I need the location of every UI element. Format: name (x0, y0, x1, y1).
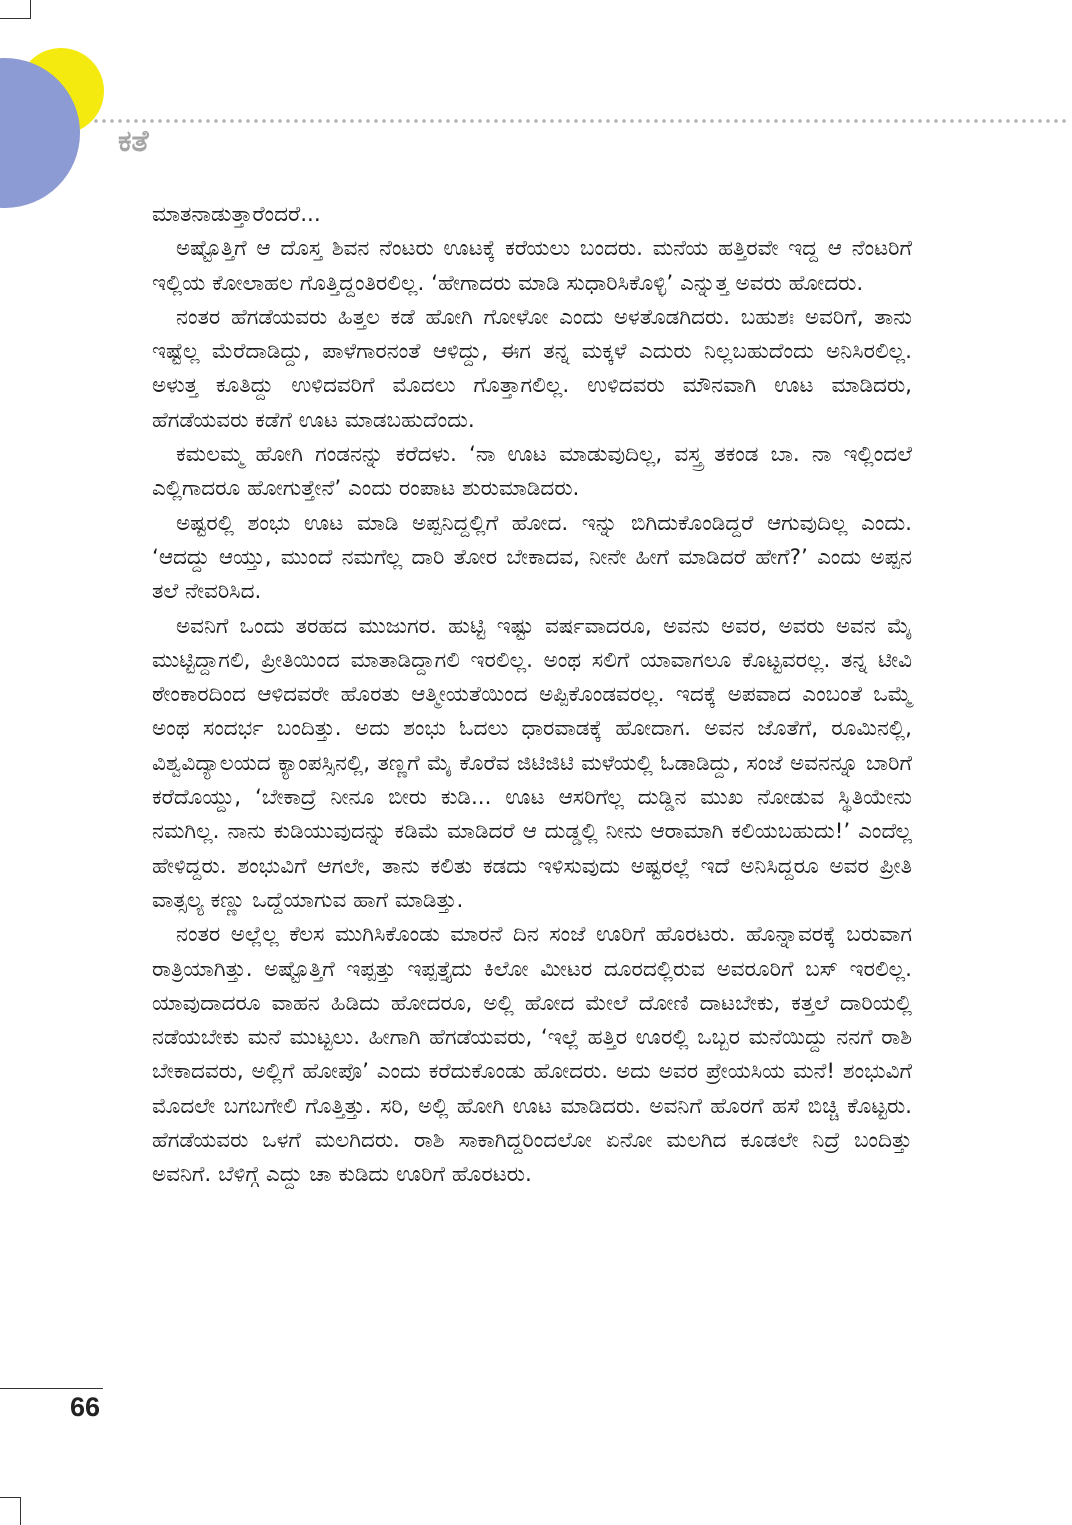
page-number: 66 (70, 1392, 101, 1422)
crop-mark-bottom-left (20, 1497, 21, 1525)
story-paragraph: ನಂತರ ಹೆಗಡೆಯವರು ಹಿತ್ತಲ ಕಡೆ ಹೋಗಿ ಗೋಳೋ ಎಂದು ಅಳತೊಡಗಿದರು. ಬಹುಶಃ ಅವರಿಗೆ, ತಾನು ಇಷ್ಟೆಲ್ಲ ಮೆರೆದಾಡಿದ್ದು, ಪಾಳೆಗಾರನಂತೆ ಆಳಿದ್ದು, ಈಗ ತನ್ನ ಮಕ್ಕಳೆ ಎದುರು ನಿಲ್ಲಬಹುದೆಂದು ಅನಿಸಿರಲಿಲ್ಲ. ಅಳುತ್ತ ಕೂತಿದ್ದು ಉಳಿದವರಿಗೆ ಮೊದಲು ಗೊತ್ತಾಗಲಿಲ್ಲ. ಉಳಿದವರು ಮೌನವಾಗಿ ಊಟ ಮಾಡಿದರು, ಹೆಗಡೆಯವರು ಕಡೆಗೆ ಊಟ ಮಾಡಬಹುದೆಂದು. (152, 304, 912, 433)
section-title: ಕತೆ (118, 124, 149, 159)
story-paragraph: ಕಮಲಮ್ಮ ಹೋಗಿ ಗಂಡನನ್ನು ಕರೆದಳು. ‘ನಾ ಊಟ ಮಾಡುವುದಿಲ್ಲ, ವಸ್ತ್ರ ತಕಂಡ ಬಾ. ನಾ ಇಲ್ಲಿಂದಲೆ ಎಲ್ಲಿಗಾದರೂ ಹೋಗುತ್ತೇನೆ’ ಎಂದು ರಂಪಾಟ ಶುರುಮಾಡಿದರು. (152, 442, 912, 502)
story-paragraph: ನಂತರ ಅಲ್ಲೆಲ್ಲ ಕೆಲಸ ಮುಗಿಸಿಕೊಂಡು ಮಾರನೆ ದಿನ ಸಂಜೆ ಊರಿಗೆ ಹೊರಟರು. ಹೊನ್ನಾವರಕ್ಕೆ ಬರುವಾಗ ರಾತ್ರಿಯಾಗಿತ್ತು. ಅಷ್ಟೊತ್ತಿಗೆ ಇಪ್ಪತ್ತು ಇಪ್ಪತ್ತೈದು ಕಿಲೋ ಮೀಟರ ದೂರದಲ್ಲಿರುವ ಅವರೂರಿಗೆ ಬಸ್ ಇರಲಿಲ್ಲ. ಯಾವುದಾದರೂ ವಾಹನ ಹಿಡಿದು ಹೋದರೂ, ಅಲ್ಲಿ ಹೋದ ಮೇಲೆ ದೋಣಿ ದಾಟಬೇಕು, ಕತ್ತಲೆ ದಾರಿಯಲ್ಲಿ ನಡೆಯಬೇಕು ಮನೆ ಮುಟ್ಟಲು. ಹೀಗಾಗಿ ಹೆಗಡೆಯವರು, ‘ಇಲ್ಲೆ ಹತ್ತಿರ ಊರಲ್ಲಿ ಒಬ್ಬರ ಮನೆಯಿದ್ದು ನನಗೆ ರಾಶಿ ಬೇಕಾದವರು, ಅಲ್ಲಿಗೆ ಹೋಪೊ’ ಎಂದು ಕರೆದುಕೊಂಡು ಹೋದರು. ಅದು ಅವರ ಪ್ರೇಯಸಿಯ ಮನೆ! ಶಂಭುವಿಗೆ ಮೊದಲೇ ಬಗಬಗೇಲಿ ಗೊತ್ತಿತ್ತು. ಸರಿ, ಅಲ್ಲಿ ಹೋಗಿ ಊಟ ಮಾಡಿದರು. ಅವನಿಗೆ ಹೊರಗೆ ಹಸೆ ಬಿಚ್ಚಿ ಕೊಟ್ಟರು. ಹೆಗಡೆಯವರು ಒಳಗೆ ಮಲಗಿದರು. ರಾಶಿ ಸಾಕಾಗಿದ್ದರಿಂದಲೋ ಏನೋ ಮಲಗಿದ ಕೂಡಲೇ ನಿದ್ರೆ ಬಂದಿತ್ತು ಅವನಿಗೆ. ಬೆಳಿಗ್ಗೆ ಎದ್ದು ಚಾ ಕುಡಿದು ಊರಿಗೆ ಹೊರಟರು. (152, 922, 912, 1188)
story-paragraph: ಅಷ್ಟೊತ್ತಿಗೆ ಆ ದೊಸ್ತ ಶಿವನ ನೆಂಟರು ಊಟಕ್ಕೆ ಕರೆಯಲು ಬಂದರು. ಮನೆಯ ಹತ್ತಿರವೇ ಇದ್ದ ಆ ನೆಂಟರಿಗೆ ಇಲ್ಲಿಯ ಕೋಲಾಹಲ ಗೊತ್ತಿದ್ದಂತಿರಲಿಲ್ಲ. ‘ಹೇಗಾದರು ಮಾಡಿ ಸುಧಾರಿಸಿಕೊಳ್ಳಿ’ ಎನ್ನುತ್ತ ಅವರು ಹೋದರು. (152, 236, 912, 296)
crop-mark-bottom-left-h (0, 1497, 21, 1498)
crop-mark-top-left (30, 0, 31, 18)
story-paragraph: ಅವನಿಗೆ ಒಂದು ತರಹದ ಮುಜುಗರ. ಹುಟ್ಟಿ ಇಷ್ಟು ವರ್ಷವಾದರೂ, ಅವನು ಅವರ, ಅವರು ಅವನ ಮೈ ಮುಟ್ಟಿದ್ದಾಗಲಿ, ಪ್ರೀತಿಯಿಂದ ಮಾತಾಡಿದ್ದಾಗಲಿ ಇರಲಿಲ್ಲ. ಅಂಥ ಸಲಿಗೆ ಯಾವಾಗಲೂ ಕೊಟ್ಟವರಲ್ಲ. ತನ್ನ ಟೀವಿ ಠೇಂಕಾರದಿಂದ ಆಳಿದವರೇ ಹೊರತು ಆತ್ಮೀಯತೆಯಿಂದ ಅಪ್ಪಿಕೊಂಡವರಲ್ಲ. ಇದಕ್ಕೆ ಅಪವಾದ ಎಂಬಂತೆ ಒಮ್ಮೆ ಅಂಥ ಸಂದರ್ಭ ಬಂದಿತ್ತು. ಅದು ಶಂಭು ಓದಲು ಧಾರವಾಡಕ್ಕೆ ಹೋದಾಗ. ಅವನ ಜೊತೆಗೆ, ರೂಮಿನಲ್ಲಿ, ವಿಶ್ವವಿದ್ಯಾಲಯದ ಕ್ಯಾಂಪಸ್ಸಿನಲ್ಲಿ, ತಣ್ಣಗೆ ಮೈ ಕೊರೆವ ಜಿಟಿಜಿಟಿ ಮಳೆಯಲ್ಲಿ ಓಡಾಡಿದ್ದು, ಸಂಜೆ ಅವನನ್ನೂ ಬಾರಿಗೆ ಕರೆದೊಯ್ದು, ‘ಬೇಕಾದ್ರೆ ನೀನೂ ಬೀರು ಕುಡಿ... ಊಟ ಆಸರಿಗೆಲ್ಲ ದುಡ್ಡಿನ ಮುಖ ನೋಡುವ ಸ್ಥಿತಿಯೇನು ನಮಗಿಲ್ಲ. ನಾನು ಕುಡಿಯುವುದನ್ನು ಕಡಿಮೆ ಮಾಡಿದರೆ ಆ ದುಡ್ಡಲ್ಲಿ ನೀನು ಆರಾಮಾಗಿ ಕಲಿಯಬಹುದು!’ ಎಂದೆಲ್ಲ ಹೇಳಿದ್ದರು. ಶಂಭುವಿಗೆ ಆಗಲೇ, ತಾನು ಕಲಿತು ಕಡದು ಇಳಿಸುವುದು ಅಷ್ಟರಲ್ಲೆ ಇದೆ ಅನಿಸಿದ್ದರೂ ಅವರ ಪ್ರೀತಿ ವಾತ್ಸಲ್ಯ ಕಣ್ಣು ಒದ್ದೆಯಾಗುವ ಹಾಗೆ ಮಾಡಿತ್ತು. (152, 613, 912, 913)
story-body (152, 198, 912, 1193)
crop-mark-top-left-h (0, 18, 31, 19)
page-number-rule (0, 1388, 103, 1389)
story-paragraph: ಮಾತನಾಡುತ್ತಾರೆಂದರೆ... (152, 202, 321, 227)
story-paragraph: ಅಷ್ಟರಲ್ಲಿ ಶಂಭು ಊಟ ಮಾಡಿ ಅಪ್ಪನಿದ್ದಲ್ಲಿಗೆ ಹೋದ. ಇನ್ನು ಬಿಗಿದುಕೊಂಡಿದ್ದರೆ ಆಗುವುದಿಲ್ಲ ಎಂದು. ‘ಆದದ್ದು ಆಯ್ತು, ಮುಂದೆ ನಮಗೆಲ್ಲ ದಾರಿ ತೋರ ಬೇಕಾದವ, ನೀನೇ ಹೀಗೆ ಮಾಡಿದರೆ ಹೇಗೆ?’ ಎಂದು ಅಪ್ಪನ ತಲೆ ನೇವರಿಸಿದ. (152, 510, 912, 605)
dotted-header-rule (92, 118, 1070, 124)
